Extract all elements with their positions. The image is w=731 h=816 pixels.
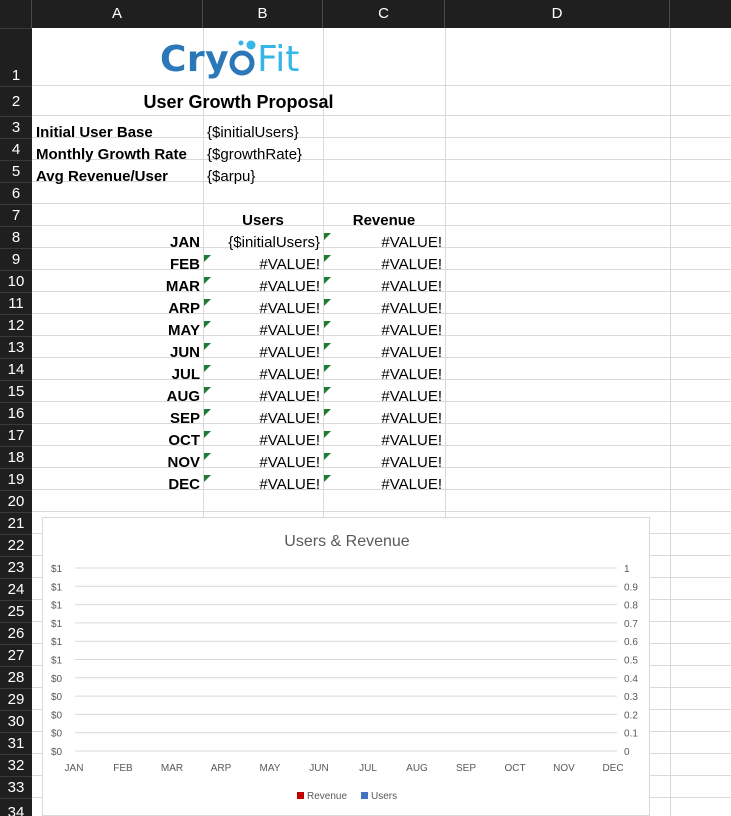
error-indicator-icon[interactable] bbox=[324, 277, 331, 284]
month-cell[interactable]: NOV bbox=[167, 454, 200, 471]
revenue-cell[interactable]: #VALUE! bbox=[381, 322, 442, 339]
x-tick-label: ARP bbox=[210, 763, 232, 774]
row-header-31[interactable]: 31 bbox=[0, 732, 32, 754]
y-left-tick-label: $0 bbox=[51, 747, 63, 758]
legend-label-users: Users bbox=[371, 791, 398, 802]
input-label-arpu[interactable]: Avg Revenue/User bbox=[36, 168, 168, 185]
row-header-10[interactable]: 10 bbox=[0, 270, 32, 292]
row-header-5[interactable]: 5 bbox=[0, 160, 32, 182]
users-cell[interactable]: #VALUE! bbox=[259, 278, 320, 295]
input-value-arpu[interactable]: {$arpu} bbox=[207, 168, 256, 185]
month-cell[interactable]: OCT bbox=[168, 432, 200, 449]
row-header-8[interactable]: 8 bbox=[0, 226, 32, 248]
error-indicator-icon[interactable] bbox=[324, 387, 331, 394]
x-tick-label: AUG bbox=[406, 763, 428, 774]
y-left-tick-label: $1 bbox=[51, 655, 63, 667]
x-tick-label: NOV bbox=[553, 763, 575, 774]
x-tick-label: MAY bbox=[259, 763, 281, 774]
users-cell[interactable]: #VALUE! bbox=[259, 388, 320, 405]
y-left-tick-label: $0 bbox=[51, 673, 63, 685]
row-header-18[interactable]: 18 bbox=[0, 446, 32, 468]
x-tick-label: JAN bbox=[64, 763, 84, 774]
error-indicator-icon[interactable] bbox=[324, 431, 331, 438]
error-indicator-icon[interactable] bbox=[324, 343, 331, 350]
logo-bubble-o-icon bbox=[229, 37, 257, 82]
users-cell[interactable]: #VALUE! bbox=[259, 344, 320, 361]
error-indicator-icon[interactable] bbox=[324, 365, 331, 372]
row-header-23[interactable]: 23 bbox=[0, 556, 32, 578]
month-cell[interactable]: SEP bbox=[169, 410, 200, 427]
error-indicator-icon[interactable] bbox=[204, 365, 211, 372]
legend-swatch-revenue bbox=[297, 792, 304, 799]
revenue-cell[interactable]: #VALUE! bbox=[381, 410, 442, 427]
table-header-revenue[interactable]: Revenue bbox=[352, 212, 416, 229]
column-header-a[interactable]: A bbox=[32, 0, 203, 28]
users-cell[interactable]: #VALUE! bbox=[259, 454, 320, 471]
users-revenue-chart[interactable] bbox=[42, 517, 650, 816]
row-header-6[interactable]: 6 bbox=[0, 182, 32, 204]
revenue-cell[interactable]: #VALUE! bbox=[381, 388, 442, 405]
month-cell[interactable]: ARP bbox=[168, 300, 200, 317]
error-indicator-icon[interactable] bbox=[324, 453, 331, 460]
y-right-tick-label: 1 bbox=[624, 564, 630, 575]
revenue-cell[interactable]: #VALUE! bbox=[381, 476, 442, 493]
page-title[interactable]: User Growth Proposal bbox=[143, 92, 334, 112]
chart-title: Users & Revenue bbox=[284, 533, 410, 550]
revenue-cell[interactable]: #VALUE! bbox=[381, 344, 442, 361]
legend-swatch-users bbox=[361, 792, 368, 799]
row-header-33[interactable]: 33 bbox=[0, 776, 32, 798]
y-right-tick-label: 0.1 bbox=[624, 728, 638, 740]
row-header-1[interactable]: 1 bbox=[0, 28, 32, 86]
error-indicator-icon[interactable] bbox=[204, 299, 211, 306]
input-value-growth-rate[interactable]: {$growthRate} bbox=[207, 146, 303, 163]
error-indicator-icon[interactable] bbox=[204, 255, 211, 262]
month-cell[interactable]: MAR bbox=[165, 278, 200, 295]
revenue-cell[interactable]: #VALUE! bbox=[381, 300, 442, 317]
y-right-tick-label: 0.4 bbox=[624, 673, 638, 685]
row-header-28[interactable]: 28 bbox=[0, 666, 32, 688]
revenue-cell[interactable]: #VALUE! bbox=[381, 366, 442, 383]
users-cell[interactable]: {$initialUsers} bbox=[228, 234, 320, 251]
revenue-cell[interactable]: #VALUE! bbox=[381, 432, 442, 449]
row-header-24[interactable]: 24 bbox=[0, 578, 32, 600]
y-right-tick-label: 0.3 bbox=[624, 692, 638, 704]
row-header-20[interactable]: 20 bbox=[0, 490, 32, 512]
y-left-tick-label: $0 bbox=[51, 710, 63, 722]
error-indicator-icon[interactable] bbox=[204, 409, 211, 416]
error-indicator-icon[interactable] bbox=[204, 453, 211, 460]
row-header-19[interactable]: 19 bbox=[0, 468, 32, 490]
row-header-16[interactable]: 16 bbox=[0, 402, 32, 424]
y-left-tick-label: $1 bbox=[51, 564, 63, 575]
row-header-12[interactable]: 12 bbox=[0, 314, 32, 336]
users-cell[interactable]: #VALUE! bbox=[259, 410, 320, 427]
y-left-tick-label: $1 bbox=[51, 582, 63, 594]
gridline bbox=[32, 85, 731, 86]
month-cell[interactable]: FEB bbox=[170, 256, 200, 273]
row-header-2[interactable]: 2 bbox=[0, 86, 32, 116]
users-cell[interactable]: #VALUE! bbox=[259, 366, 320, 383]
column-header-d[interactable]: D bbox=[445, 0, 670, 28]
row-header-27[interactable]: 27 bbox=[0, 644, 32, 666]
y-right-tick-label: 0.9 bbox=[624, 582, 638, 594]
error-indicator-icon[interactable] bbox=[204, 277, 211, 284]
row-header-25[interactable]: 25 bbox=[0, 600, 32, 622]
input-label-initial-users[interactable]: Initial User Base bbox=[36, 124, 153, 141]
row-header-3[interactable]: 3 bbox=[0, 116, 32, 138]
revenue-cell[interactable]: #VALUE! bbox=[381, 234, 442, 251]
month-cell[interactable]: JUN bbox=[169, 344, 200, 361]
error-indicator-icon[interactable] bbox=[204, 387, 211, 394]
column-header-b[interactable]: B bbox=[203, 0, 323, 28]
select-all-corner[interactable] bbox=[0, 0, 32, 28]
column-header-c[interactable]: C bbox=[323, 0, 445, 28]
row-header-26[interactable]: 26 bbox=[0, 622, 32, 644]
gridline bbox=[32, 203, 731, 204]
revenue-cell[interactable]: #VALUE! bbox=[381, 256, 442, 273]
month-cell[interactable]: JUL bbox=[171, 366, 200, 383]
y-right-tick-label: 0.2 bbox=[624, 710, 638, 722]
x-tick-label: MAR bbox=[160, 763, 184, 774]
y-right-tick-label: 0.5 bbox=[624, 655, 638, 667]
y-left-tick-label: $1 bbox=[51, 600, 63, 612]
month-cell[interactable]: JAN bbox=[169, 234, 200, 251]
users-cell[interactable]: #VALUE! bbox=[259, 476, 320, 493]
error-indicator-icon[interactable] bbox=[324, 475, 331, 482]
y-right-tick-label: 0.7 bbox=[624, 618, 638, 630]
revenue-cell[interactable]: #VALUE! bbox=[381, 278, 442, 295]
row-header-11[interactable]: 11 bbox=[0, 292, 32, 314]
row-header-29[interactable]: 29 bbox=[0, 688, 32, 710]
x-tick-label: OCT bbox=[504, 763, 526, 774]
y-right-tick-label: 0 bbox=[624, 747, 630, 758]
row-header-32[interactable]: 32 bbox=[0, 754, 32, 776]
users-cell[interactable]: #VALUE! bbox=[259, 432, 320, 449]
row-header-13[interactable]: 13 bbox=[0, 336, 32, 358]
error-indicator-icon[interactable] bbox=[204, 475, 211, 482]
error-indicator-icon[interactable] bbox=[324, 255, 331, 262]
row-header-22[interactable]: 22 bbox=[0, 534, 32, 556]
row-header-15[interactable]: 15 bbox=[0, 380, 32, 402]
error-indicator-icon[interactable] bbox=[204, 343, 211, 350]
y-left-tick-label: $1 bbox=[51, 618, 63, 630]
table-header-users[interactable]: Users bbox=[242, 212, 284, 229]
y-left-tick-label: $0 bbox=[51, 728, 63, 740]
gridline bbox=[32, 511, 731, 512]
y-right-tick-label: 0.8 bbox=[624, 600, 638, 612]
error-indicator-icon[interactable] bbox=[204, 321, 211, 328]
error-indicator-icon[interactable] bbox=[324, 409, 331, 416]
input-label-growth-rate[interactable]: Monthly Growth Rate bbox=[36, 146, 187, 163]
revenue-cell[interactable]: #VALUE! bbox=[381, 454, 442, 471]
row-header-7[interactable]: 7 bbox=[0, 204, 32, 226]
y-right-tick-label: 0.6 bbox=[624, 637, 638, 649]
cryofit-logo bbox=[160, 36, 299, 82]
month-cell[interactable]: AUG bbox=[166, 388, 200, 405]
row-header-9[interactable]: 9 bbox=[0, 248, 32, 270]
row-header-21[interactable]: 21 bbox=[0, 512, 32, 534]
row-header-17[interactable]: 17 bbox=[0, 424, 32, 446]
gridline bbox=[32, 115, 731, 116]
error-indicator-icon[interactable] bbox=[324, 299, 331, 306]
error-indicator-icon[interactable] bbox=[204, 431, 211, 438]
input-value-initial-users[interactable]: {$initialUsers} bbox=[207, 124, 299, 141]
logo-text-cry: Cry bbox=[160, 38, 230, 80]
users-cell[interactable]: #VALUE! bbox=[259, 256, 320, 273]
x-tick-label: DEC bbox=[602, 763, 624, 774]
row-header-30[interactable]: 30 bbox=[0, 710, 32, 732]
row-header-14[interactable]: 14 bbox=[0, 358, 32, 380]
month-cell[interactable]: MAY bbox=[168, 322, 200, 339]
error-indicator-icon[interactable] bbox=[324, 321, 331, 328]
row-header-34[interactable]: 34 bbox=[0, 798, 32, 816]
error-indicator-icon[interactable] bbox=[324, 233, 331, 240]
x-tick-label: JUL bbox=[359, 763, 377, 774]
x-tick-label: SEP bbox=[455, 763, 477, 774]
column-header-e[interactable] bbox=[670, 0, 731, 28]
month-cell[interactable]: DEC bbox=[168, 476, 200, 493]
legend-label-revenue: Revenue bbox=[307, 791, 348, 802]
row-header-4[interactable]: 4 bbox=[0, 138, 32, 160]
x-tick-label: FEB bbox=[113, 763, 133, 774]
y-left-tick-label: $0 bbox=[51, 692, 63, 704]
x-tick-label: JUN bbox=[309, 763, 329, 774]
users-cell[interactable]: #VALUE! bbox=[259, 300, 320, 317]
gridline bbox=[670, 28, 671, 816]
users-cell[interactable]: #VALUE! bbox=[259, 322, 320, 339]
logo-text-fit: Fit bbox=[257, 38, 300, 80]
y-left-tick-label: $1 bbox=[51, 637, 63, 649]
